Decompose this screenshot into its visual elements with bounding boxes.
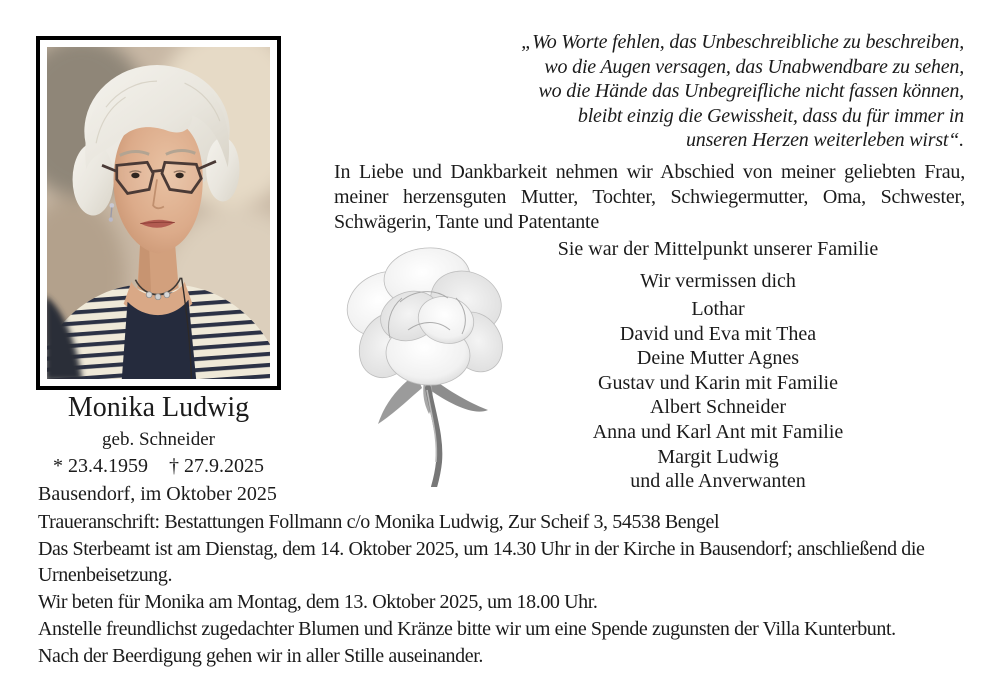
- maiden-name: geb. Schneider: [102, 429, 215, 450]
- mourner-name: Lothar: [691, 298, 745, 320]
- funeral-details: [38, 509, 973, 669]
- quote-line: wo die Augen versagen, das Unabwendbare zu sehen,: [544, 55, 964, 78]
- detail-line-service: Das Sterbeamt ist am Dienstag, dem 14. Oktober 2025, um 14.30 Uhr in der Kirche in Bausendorf; anschließend die Urnenbeisetzung.: [38, 538, 925, 586]
- memorial-quote: [404, 30, 964, 153]
- mourner-name: Anna und Karl Ant mit Familie: [592, 420, 844, 443]
- mourner-name: Margit Ludwig: [657, 445, 779, 468]
- birth-date: * 23.4.1959: [53, 455, 148, 477]
- photo-frame: [36, 36, 281, 390]
- rose-image: [330, 242, 525, 487]
- tribute-line-2: Wir vermissen dich: [640, 270, 796, 292]
- deceased-name: Monika Ludwig: [67, 392, 250, 423]
- life-dates: [36, 455, 281, 478]
- detail-line-donation: Anstelle freundlichst zugedachter Blumen und Kränze bitte wir um eine Spende zugunsten der Villa Kunterbunt.: [38, 618, 896, 640]
- quote-line: wo die Hände das Unbegreifliche nicht fassen können,: [538, 80, 964, 102]
- mourners-list: [468, 297, 968, 494]
- detail-line-closing: Nach der Beerdigung gehen wir in aller Stille auseinander.: [38, 645, 483, 667]
- mourner-name: Gustav und Karin mit Familie: [598, 371, 838, 394]
- quote-line: unseren Herzen weiterleben wirst“.: [686, 129, 964, 151]
- place-date-line: Bausendorf, im Oktober 2025: [38, 483, 277, 505]
- detail-line-address: Traueranschrift: Bestattungen Follmann c/o Monika Ludwig, Zur Scheif 3, 54538 Bengel: [38, 511, 720, 533]
- quote-line: „Wo Worte fehlen, das Unbeschreibliche zu beschreiben,: [521, 31, 964, 53]
- detail-line-prayer: Wir beten für Monika am Montag, dem 13. Oktober 2025, um 18.00 Uhr.: [38, 591, 598, 613]
- mourner-name: David und Eva mit Thea: [619, 322, 817, 345]
- mourner-name: Deine Mutter Agnes: [636, 347, 800, 370]
- death-date: † 27.9.2025: [169, 455, 264, 477]
- quote-line: bleibt einzig die Gewissheit, dass du für immer in: [577, 104, 964, 127]
- portrait-photo: [47, 47, 270, 379]
- tribute-line-1: Sie war der Mittelpunkt unserer Familie: [557, 238, 879, 260]
- intro-paragraph: In Liebe und Dankbarkeit nehmen wir Abschied von meiner geliebten Frau, meiner herzensguten Mutter, Tochter, Schwiegermutter, Oma, Schwester, Schwägerin, Tante und Patentante: [334, 161, 965, 233]
- mourner-name: und alle Anverwanten: [630, 470, 806, 493]
- mourner-name: Albert Schneider: [649, 396, 787, 419]
